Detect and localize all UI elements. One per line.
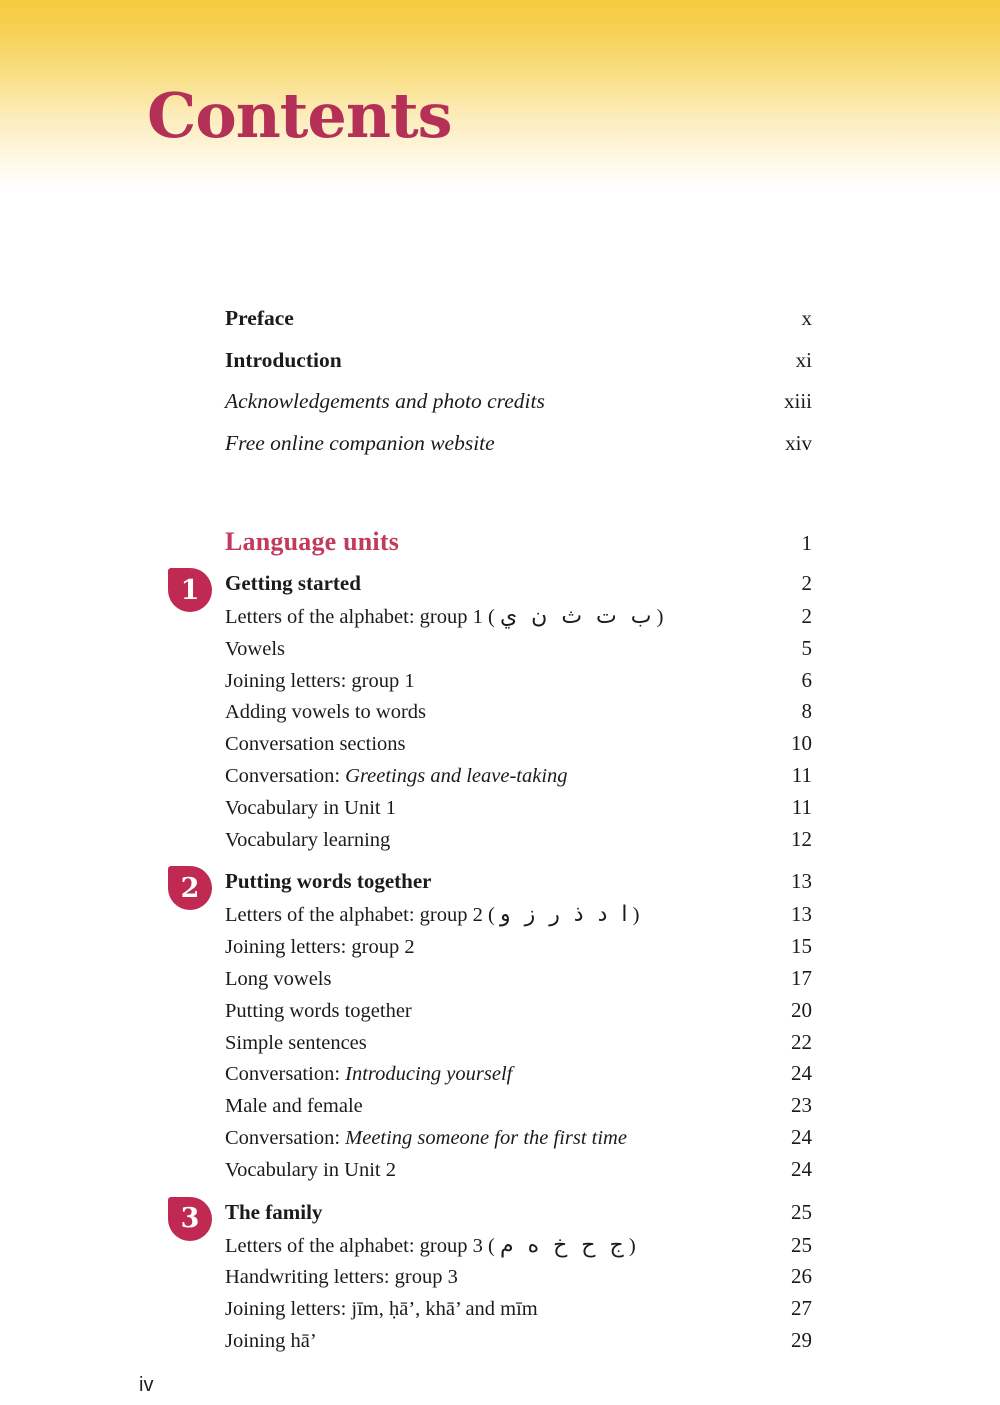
row-title: Letters of the alphabet: group 2 ( ا د ذ ر ز و ) [225,902,640,928]
row-title: Free online companion website [225,430,495,455]
toc-row [225,1264,812,1296]
toc-row [225,604,812,636]
row-page-number: 25 [791,1199,812,1224]
row-title: Vocabulary in Unit 1 [225,796,396,819]
arabic-letters: ب ت ث ن ي [499,604,652,629]
row-page-number: 22 [791,1029,812,1054]
page-header-band [0,0,1000,190]
language-units-heading: Language units [225,527,400,556]
row-title: Conversation: Meeting someone for the first time [225,1126,627,1149]
row-page-number: 11 [791,794,812,819]
row-page-number: 13 [791,869,812,894]
unit-number-badge: 1 [168,568,212,612]
toc-body [180,190,812,1360]
toc-row [225,998,812,1030]
toc-row [225,571,812,604]
toc-row [225,1200,812,1233]
toc-row [225,668,812,700]
toc-row [225,431,812,473]
toc-row [225,1157,812,1189]
row-title: Vowels [225,637,285,660]
row-page-number: xiv [785,430,812,455]
row-page-number: xi [795,347,812,372]
toc-row [225,869,812,902]
row-page-number: 27 [791,1296,812,1321]
toc-row [225,1233,812,1265]
row-page-number: 26 [791,1264,812,1289]
row-page-number: 8 [801,699,812,724]
unit-section [180,571,812,858]
row-page-number: 10 [791,731,812,756]
toc-row [225,1093,812,1125]
row-title: Letters of the alphabet: group 3 ( ج ح خ ه م ) [225,1232,636,1258]
row-page-number: 24 [791,1156,812,1181]
toc-row [225,348,812,390]
row-page-number: 20 [791,997,812,1022]
row-title: Handwriting letters: group 3 [225,1266,458,1289]
row-title: Preface [225,306,294,330]
toc-row [225,636,812,668]
row-title: Putting words together [225,999,412,1022]
row-title: Letters of the alphabet: group 1 ( ب ت ث ن ي ) [225,604,664,629]
arabic-letters: ا د ذ ر ز و [499,902,628,928]
row-page-number: x [801,306,812,330]
row-title: Conversation sections [225,733,406,756]
row-page-number: 13 [791,902,812,927]
row-title: Vocabulary in Unit 2 [225,1158,396,1181]
row-page-number: 2 [801,604,812,628]
row-title: Male and female [225,1095,363,1118]
row-title: Joining letters: group 1 [225,669,415,692]
row-title: Vocabulary learning [225,828,391,851]
row-title: Conversation: Introducing yourself [225,1063,513,1086]
toc-row [225,1030,812,1062]
toc-row [225,1328,812,1360]
toc-row [225,1125,812,1157]
toc-row [225,902,812,934]
language-units-heading-row [225,527,812,571]
row-title: Introduction [225,347,342,372]
folio-page-number: iv [139,1374,154,1396]
unit-number-badge: 2 [168,866,212,910]
toc-row [225,1061,812,1093]
unit-section [180,1199,812,1360]
arabic-letters: ج ح خ ه م [499,1232,624,1258]
row-title: Adding vowels to words [225,701,427,724]
row-title: Joining letters: jīm, ḥā’, khā’ and mīm [225,1298,538,1321]
toc-row [225,389,812,431]
row-title: Joining letters: group 2 [225,936,415,959]
unit-section [180,869,812,1188]
row-page-number: 17 [791,965,812,990]
row-page-number: 23 [791,1093,812,1118]
row-page-number: 15 [791,934,812,959]
row-title: Putting words together [225,869,432,894]
unit-number-badge: 3 [168,1197,212,1241]
units-list [180,571,812,1360]
row-page-number: 12 [791,826,812,851]
row-title: Joining hā’ [225,1329,317,1352]
toc-row [225,795,812,827]
page-title: Contents [147,79,452,152]
toc-row [225,731,812,763]
toc-row [225,306,812,348]
row-page-number: 6 [801,667,812,692]
row-page-number: 24 [791,1061,812,1086]
row-title: Long vowels [225,967,332,990]
row-page-number: 11 [791,762,812,787]
row-title: Getting started [225,571,361,595]
toc-row [225,966,812,998]
row-page-number: 5 [801,635,812,660]
row-page-number: xiii [783,389,812,413]
toc-row [225,827,812,859]
toc-row [225,763,812,795]
front-matter-section [225,306,812,472]
row-title: The family [225,1199,323,1224]
language-units-page-number: 1 [801,531,812,555]
row-title: Simple sentences [225,1031,367,1054]
row-page-number: 2 [801,571,812,595]
toc-row [225,934,812,966]
row-title: Acknowledgements and photo credits [225,389,545,413]
toc-row [225,699,812,731]
row-title: Conversation: Greetings and leave-taking [225,764,568,787]
row-page-number: 25 [791,1232,812,1257]
toc-row [225,1296,812,1328]
row-page-number: 29 [791,1327,812,1352]
row-page-number: 24 [791,1124,812,1149]
front-matter-list [225,306,812,472]
